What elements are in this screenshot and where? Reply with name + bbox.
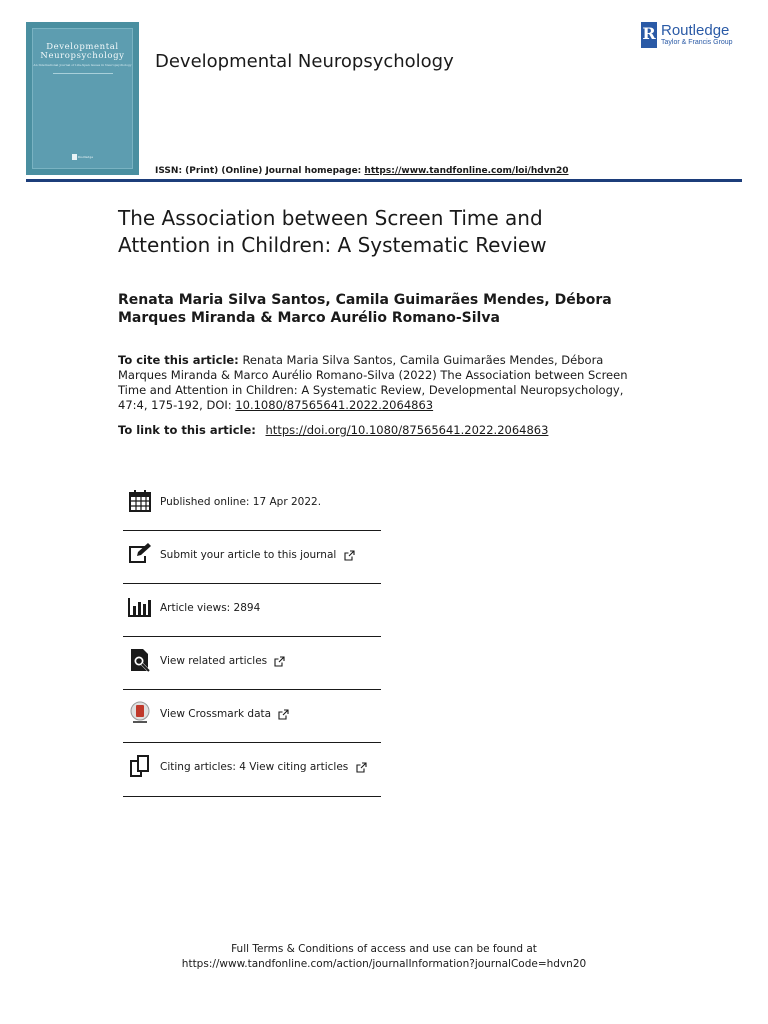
crossmark-label: View Crossmark data xyxy=(160,708,272,720)
submit-article-label: Submit your article to this journal xyxy=(160,549,337,561)
journal-cover xyxy=(26,22,139,175)
publisher-mark-icon: R xyxy=(641,22,657,48)
published-date: Published online: 17 Apr 2022. xyxy=(160,496,322,508)
doi-link[interactable]: 10.1080/87565641.2022.2064863 xyxy=(235,398,434,412)
header-rule xyxy=(26,179,742,182)
submit-article-link[interactable] xyxy=(160,549,355,561)
info-row-published xyxy=(123,478,381,531)
external-link-icon xyxy=(278,709,289,720)
cover-title-line2: Neuropsychology xyxy=(40,51,125,61)
related-articles-link[interactable] xyxy=(160,655,285,667)
cover-title-line1: Developmental xyxy=(46,42,119,52)
article-info-list xyxy=(123,478,381,797)
article-link-line xyxy=(118,423,548,437)
edit-icon xyxy=(127,541,153,567)
journal-title: Developmental Neuropsychology xyxy=(155,51,454,72)
citation-block xyxy=(118,353,648,413)
citation-text: Renata Maria Silva Santos, Camila Guimarães Mendes, Débora Marques Miranda & Marco Aurélio Romano-Silva (2022) The Association between Screen Time and Attention in Children: A Systematic Review, Developmental Neuropsychology, 47:4, 175-192, DOI: xyxy=(118,353,628,412)
bar-chart-icon xyxy=(127,594,153,620)
publisher-group: Taylor & Francis Group xyxy=(661,39,733,46)
citing-articles-label: Citing articles: 4 View citing articles xyxy=(160,761,349,773)
info-row-crossmark[interactable] xyxy=(123,690,381,743)
footer xyxy=(0,942,768,972)
calendar-icon xyxy=(127,488,153,514)
journal-homepage-link[interactable]: https://www.tandfonline.com/loi/hdvn20 xyxy=(364,166,569,176)
cover-subtitle: An International Journal of Life-Span Issues in Neuropsychology xyxy=(33,63,132,67)
info-row-citing[interactable] xyxy=(123,743,381,797)
cover-publisher-logo xyxy=(33,154,132,160)
external-link-icon xyxy=(344,550,355,561)
search-document-icon xyxy=(127,647,153,673)
issn-line xyxy=(155,166,569,176)
article-title: The Association between Screen Time and Attention in Children: A Systematic Review xyxy=(118,206,547,257)
info-row-views xyxy=(123,584,381,637)
article-link[interactable]: https://doi.org/10.1080/87565641.2022.2064863 xyxy=(265,423,549,437)
citing-articles-link[interactable] xyxy=(160,761,367,773)
article-views: Article views: 2894 xyxy=(160,602,261,614)
publisher-logo xyxy=(641,22,743,50)
issn-label: ISSN: (Print) (Online) Journal homepage: xyxy=(155,166,362,176)
cover-title xyxy=(33,43,132,61)
info-row-related[interactable] xyxy=(123,637,381,690)
cover-divider xyxy=(53,73,113,74)
footer-terms-url[interactable]: https://www.tandfonline.com/action/journalInformation?journalCode=hdvn20 xyxy=(181,958,587,970)
article-link-label: To link to this article: xyxy=(118,423,256,437)
related-articles-label: View related articles xyxy=(160,655,268,667)
cover-logo-mark xyxy=(72,154,77,160)
footer-terms-text: Full Terms & Conditions of access and use can be found at xyxy=(231,943,537,955)
journal-cover-inner xyxy=(32,28,133,169)
article-authors: Renata Maria Silva Santos, Camila Guimarães Mendes, Débora Marques Miranda & Marco Aurélio Romano-Silva xyxy=(118,292,612,326)
info-row-submit[interactable] xyxy=(123,531,381,584)
crossmark-icon xyxy=(127,700,153,726)
cover-logo-text: Routledge xyxy=(77,155,94,159)
crossmark-link[interactable] xyxy=(160,708,289,720)
external-link-icon xyxy=(356,762,367,773)
citation-label: To cite this article: xyxy=(118,353,239,367)
publisher-name: Routledge xyxy=(661,22,730,39)
external-link-icon xyxy=(274,656,285,667)
citing-articles-icon xyxy=(127,753,153,779)
